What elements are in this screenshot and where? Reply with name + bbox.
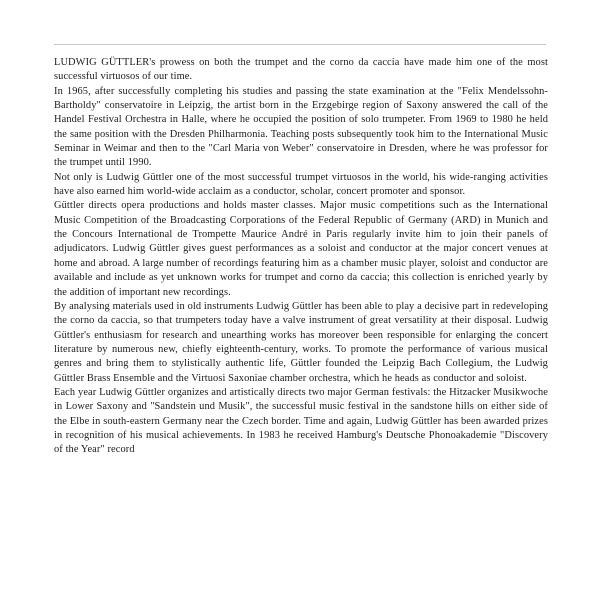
biography-text-block	[54, 56, 548, 458]
paragraph-5: By analysing materials used in old instruments Ludwig Güttler has been able to play a decisive part in redeveloping the corno da caccia, so that trumpeters today have a valve instrument of great versatility at their disposal. Ludwig Güttler's enthusiasm for research and unearthing works has moreover been responsible for enlarging the concert literature by numerous new, chiefly eighteenth-century, works. To promote the performance of various musical genres and bring them to stylistically authentic life, Güttler founded the Leipzig Bach Collegium, the Ludwig Güttler Brass Ensemble and the Virtuosi Saxoniae chamber orchestra, which he heads as conductor and soloist.	[54, 300, 548, 384]
paragraph-1: LUDWIG GÜTTLER's prowess on both the trumpet and the corno da caccia have made him one of the most successful virtuosos of our time.	[54, 57, 548, 83]
header-divider-rule	[54, 44, 546, 45]
paragraph-4: Güttler directs opera productions and holds master classes. Major music competitions such as the International Music Competition of the Broadcasting Corporations of the Federal Republic of Germany (ARD) in Munich and the Concours International de Trompette Maurice André in Paris regularly invite him to join their panels of adjudicators. Ludwig Güttler gives guest performances as a soloist and conductor at the major concert venues at home and abroad. A large number of recordings featuring him as a chamber music player, soloist and conductor are available and include as yet unknown works for trumpet and corno da caccia; this collection is enriched yearly by the addition of important new recordings.	[54, 200, 548, 298]
paragraph-6: Each year Ludwig Güttler organizes and artistically directs two major German festivals: the Hitzacker Musikwoche in Lower Saxony and "Sandstein und Musik", the successful music festival in the sandstone hills on either side of the Elbe in south-eastern Germany near the Czech border. Time and again, Ludwig Güttler has been awarded prizes in recognition of his musical achievements. In 1983 he received Hamburg's Deutsche Phonoakademie "Discovery of the Year" record	[54, 386, 548, 456]
paragraph-2: In 1965, after successfully completing his studies and passing the state examination at the "Felix Mendelssohn-Bartholdy" conservatoire in Leipzig, the artist born in the Erzgebirge region of Saxony answered the call of the Handel Festival Orchestra in Halle, where he occupied the position of solo trumpeter. From 1969 to 1980 he held the same position with the Dresden Philharmonia. Teaching posts subsequently took him to the International Music Seminar in Weimar and then to the "Carl Maria von Weber" conservatoire in Dresden, where he was professor for the trumpet until 1990.	[54, 85, 548, 169]
paragraph-3: Not only is Ludwig Güttler one of the most successful trumpet virtuosos in the world, his wide-ranging activities have also earned him world-wide acclaim as a conductor, scholar, concert promoter and sponsor.	[54, 171, 548, 198]
